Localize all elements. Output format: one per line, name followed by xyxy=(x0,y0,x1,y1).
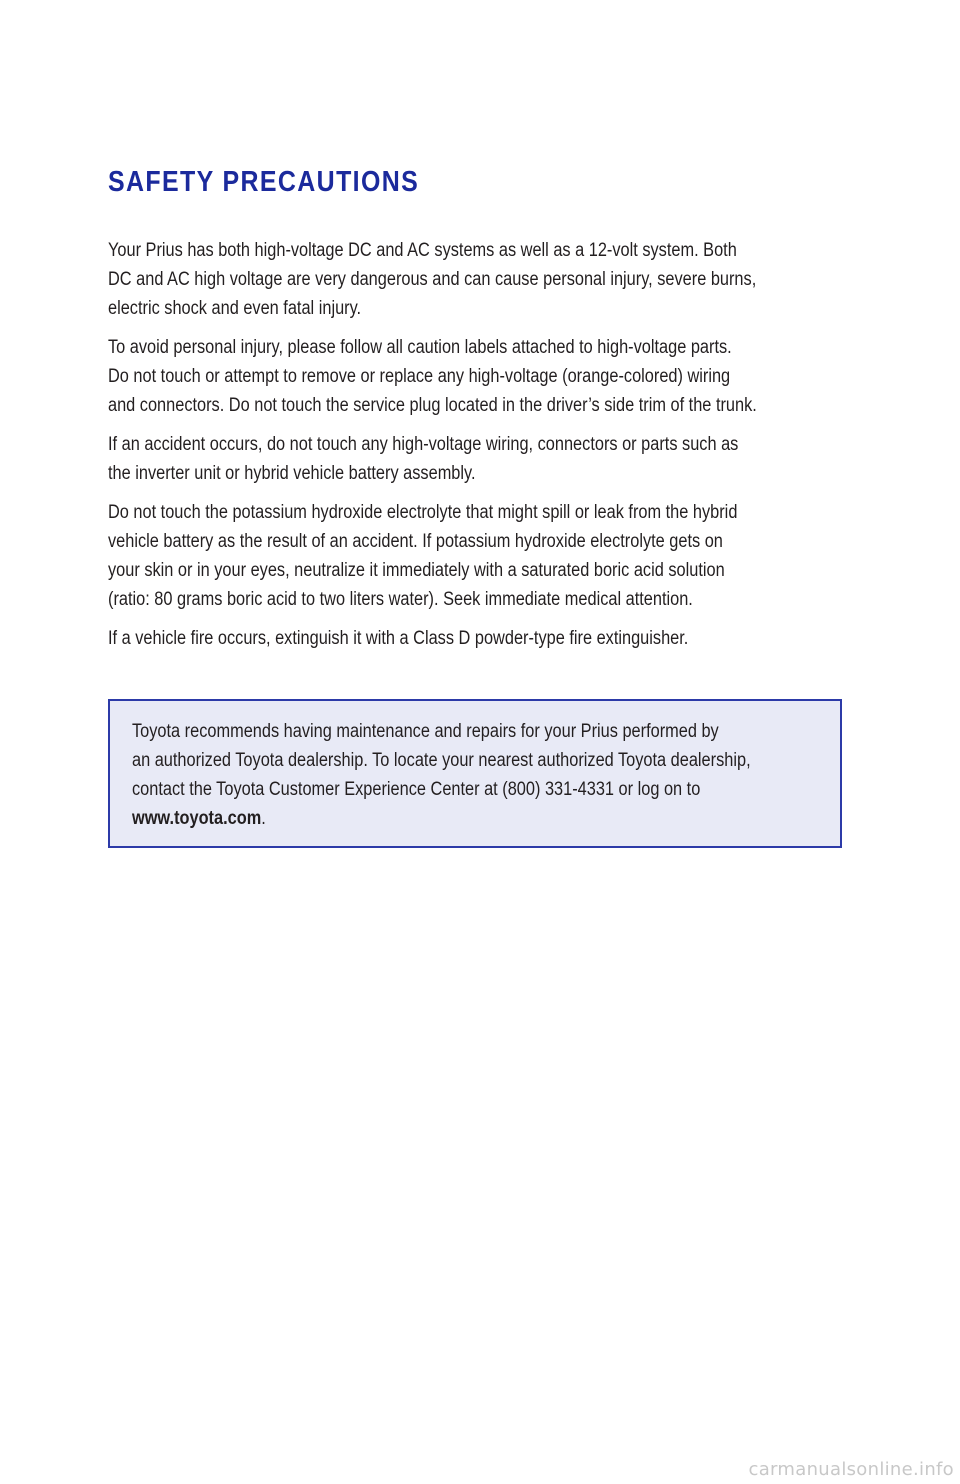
text-line: an authorized Toyota dealership. To locate your nearest authorized Toyota dealership, xyxy=(132,750,751,771)
paragraph-caution-labels xyxy=(108,333,848,420)
dealership-info-text xyxy=(132,717,751,833)
paragraph-accident xyxy=(108,430,848,488)
text-line: If a vehicle fire occurs, extinguish it with a Class D powder-type fire extinguisher. xyxy=(108,628,689,649)
text-line: Your Prius has both high-voltage DC and AC systems as well as a 12-volt system. Both xyxy=(108,240,737,261)
text-line: and connectors. Do not touch the service plug located in the driver’s side trim of the trunk. xyxy=(108,395,757,416)
body-text xyxy=(108,236,960,663)
text-line: If an accident occurs, do not touch any high-voltage wiring, connectors or parts such as xyxy=(108,434,739,455)
text-line: Do not touch the potassium hydroxide electrolyte that might spill or leak from the hybrid xyxy=(108,502,738,523)
text-line: Do not touch or attempt to remove or replace any high-voltage (orange-colored) wiring xyxy=(108,366,731,387)
text-line: To avoid personal injury, please follow all caution labels attached to high-voltage parts. xyxy=(108,337,732,358)
paragraph-fire xyxy=(108,624,848,653)
text-line: your skin or in your eyes, neutralize it immediately with a saturated boric acid solution xyxy=(108,560,725,581)
page-title: SAFETY PRECAUTIONS xyxy=(108,166,420,198)
text-line: vehicle battery as the result of an accident. If potassium hydroxide electrolyte gets on xyxy=(108,531,723,552)
paragraph-electrolyte xyxy=(108,498,848,614)
link-suffix: . xyxy=(261,808,266,829)
text-line: contact the Toyota Customer Experience Center at (800) 331-4331 or log on to xyxy=(132,779,701,800)
text-line: the inverter unit or hybrid vehicle battery assembly. xyxy=(108,463,476,484)
text-line: DC and AC high voltage are very dangerous and can cause personal injury, severe burns, xyxy=(108,269,757,290)
dealership-info-box xyxy=(108,699,842,848)
watermark: carmanualsonline.info xyxy=(748,1459,954,1480)
text-line: Toyota recommends having maintenance and repairs for your Prius performed by xyxy=(132,721,719,742)
link-line xyxy=(132,804,751,833)
text-line: (ratio: 80 grams boric acid to two liters water). Seek immediate medical attention. xyxy=(108,589,693,610)
text-line: electric shock and even fatal injury. xyxy=(108,298,362,319)
paragraph-voltage-systems xyxy=(108,236,848,323)
toyota-website-link[interactable]: www.toyota.com xyxy=(132,808,262,829)
